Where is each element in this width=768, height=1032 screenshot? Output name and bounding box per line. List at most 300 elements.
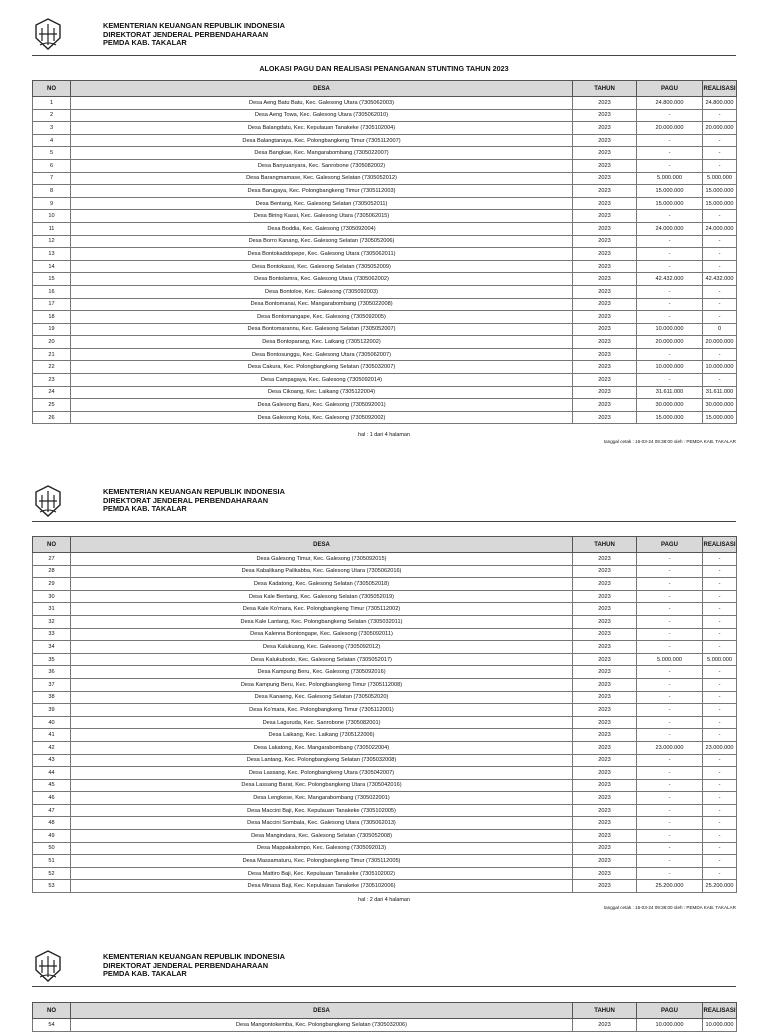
cell-desa: Desa Lantang, Kec. Polongbangkeng Selatan (7305032008) (71, 754, 573, 767)
cell-realisasi: - (703, 855, 737, 868)
cell-no: 20 (33, 336, 71, 349)
cell-pagu: 15.000.000 (637, 411, 703, 424)
cell-no: 52 (33, 867, 71, 880)
header-line1: KEMENTERIAN KEUANGAN REPUBLIK INDONESIA (103, 952, 285, 961)
cell-desa: Desa Kampung Beru, Kec. Galesong (7305092016) (71, 666, 573, 679)
cell-pagu: - (637, 867, 703, 880)
cell-realisasi: 5.000.000 (703, 653, 737, 666)
cell-pagu: - (637, 590, 703, 603)
cell-realisasi: 23.000.000 (703, 741, 737, 754)
cell-tahun: 2023 (573, 615, 637, 628)
cell-desa: Desa Campagaya, Kec. Galesong (7305092014) (71, 374, 573, 387)
cell-no: 37 (33, 678, 71, 691)
table-row (33, 273, 737, 286)
cell-pagu: 15.000.000 (637, 197, 703, 210)
cell-no: 30 (33, 590, 71, 603)
cell-pagu: - (637, 628, 703, 641)
cell-tahun: 2023 (573, 248, 637, 261)
table-row (33, 210, 737, 223)
cell-tahun: 2023 (573, 804, 637, 817)
cell-no: 10 (33, 210, 71, 223)
cell-no: 2 (33, 109, 71, 122)
cell-tahun: 2023 (573, 628, 637, 641)
cell-pagu: - (637, 578, 703, 591)
table-row (33, 298, 737, 311)
cell-desa: Desa Bentang, Kec. Galesong Selatan (7305052011) (71, 197, 573, 210)
cell-no: 32 (33, 615, 71, 628)
cell-tahun: 2023 (573, 285, 637, 298)
table-header-row (33, 1003, 737, 1019)
table-row (33, 1019, 737, 1032)
cell-no: 3 (33, 122, 71, 135)
cell-no: 8 (33, 185, 71, 198)
kemenkeu-emblem-icon (34, 485, 62, 517)
col-header-desa: DESA (71, 537, 573, 553)
table-row (33, 741, 737, 754)
cell-no: 38 (33, 691, 71, 704)
cell-no: 48 (33, 817, 71, 830)
cell-desa: Desa Kale Lantang, Kec. Polongbangkeng Selatan (7305032011) (71, 615, 573, 628)
cell-tahun: 2023 (573, 134, 637, 147)
cell-pagu: 10.000.000 (637, 1019, 703, 1032)
cell-realisasi: - (703, 754, 737, 767)
cell-desa: Desa Bangkae, Kec. Mangarabombang (7305022007) (71, 147, 573, 160)
kemenkeu-emblem-icon (34, 950, 62, 982)
cell-tahun: 2023 (573, 553, 637, 566)
cell-tahun: 2023 (573, 729, 637, 742)
cell-desa: Desa Galesong Baru, Kec. Galesong (7305092001) (71, 399, 573, 412)
cell-pagu: - (637, 210, 703, 223)
cell-no: 51 (33, 855, 71, 868)
cell-tahun: 2023 (573, 842, 637, 855)
cell-realisasi: - (703, 374, 737, 387)
cell-no: 5 (33, 147, 71, 160)
header-divider (32, 521, 736, 522)
table-row (33, 704, 737, 717)
cell-tahun: 2023 (573, 273, 637, 286)
table-row (33, 867, 737, 880)
cell-desa: Desa Balangdatu, Kec. Kepulauan Tanakeke (7305102004) (71, 122, 573, 135)
cell-no: 35 (33, 653, 71, 666)
cell-no: 44 (33, 767, 71, 780)
cell-pagu: 20.000.000 (637, 336, 703, 349)
table-row (33, 615, 737, 628)
report-page-2 (0, 465, 768, 930)
report-page-1 (0, 0, 768, 465)
cell-no: 11 (33, 222, 71, 235)
cell-pagu: - (637, 754, 703, 767)
cell-no: 21 (33, 348, 71, 361)
table-row (33, 729, 737, 742)
cell-no: 45 (33, 779, 71, 792)
cell-no: 17 (33, 298, 71, 311)
table-row (33, 590, 737, 603)
cell-tahun: 2023 (573, 374, 637, 387)
table-row (33, 109, 737, 122)
cell-pagu: 42.432.000 (637, 273, 703, 286)
cell-desa: Desa Galesong Timur, Kec. Galesong (7305092015) (71, 553, 573, 566)
cell-tahun: 2023 (573, 1019, 637, 1032)
cell-desa: Desa Laikang, Kec. Laikang (7305122006) (71, 729, 573, 742)
col-header-pagu: PAGU (637, 1003, 703, 1019)
cell-no: 31 (33, 603, 71, 616)
cell-tahun: 2023 (573, 641, 637, 654)
cell-no: 39 (33, 704, 71, 717)
cell-realisasi: - (703, 678, 737, 691)
cell-no: 9 (33, 197, 71, 210)
cell-pagu: - (637, 109, 703, 122)
cell-pagu: - (637, 603, 703, 616)
cell-desa: Desa Cikoang, Kec. Laikang (7305122004) (71, 386, 573, 399)
cell-no: 40 (33, 716, 71, 729)
cell-pagu: 30.000.000 (637, 399, 703, 412)
table-body (33, 553, 737, 893)
cell-tahun: 2023 (573, 716, 637, 729)
header-line2: DIREKTORAT JENDERAL PERBENDAHARAAN (103, 960, 269, 970)
cell-pagu: 15.000.000 (637, 185, 703, 198)
cell-realisasi: 20.000.000 (703, 336, 737, 349)
allocation-table (32, 80, 737, 424)
table-header-row (33, 537, 737, 553)
table-row (33, 830, 737, 843)
document-title: ALOKASI PAGU DAN REALISASI PENANGANAN STUNTING TAHUN 2023 (259, 64, 509, 73)
table-row (33, 197, 737, 210)
cell-pagu: - (637, 260, 703, 273)
cell-desa: Desa Borro Kanang, Kec. Galesong Selatan (7305052006) (71, 235, 573, 248)
cell-tahun: 2023 (573, 830, 637, 843)
cell-pagu: - (637, 855, 703, 868)
cell-tahun: 2023 (573, 298, 637, 311)
cell-realisasi: - (703, 260, 737, 273)
col-header-no: NO (33, 1003, 71, 1019)
cell-tahun: 2023 (573, 565, 637, 578)
cell-no: 29 (33, 578, 71, 591)
col-header-tahun: TAHUN (573, 1003, 637, 1019)
cell-desa: Desa Bontolamra, Kec. Galesong Utara (7305062002) (71, 273, 573, 286)
table-row (33, 553, 737, 566)
page-footer: hal : 1 dari 4 halaman (358, 432, 410, 438)
cell-tahun: 2023 (573, 159, 637, 172)
cell-no: 6 (33, 159, 71, 172)
cell-desa: Desa Aeng Batu Batu, Kec. Galesong Utara (7305062003) (71, 97, 573, 110)
cell-pagu: - (637, 666, 703, 679)
cell-realisasi: - (703, 867, 737, 880)
cell-pagu: - (637, 134, 703, 147)
cell-pagu: - (637, 374, 703, 387)
cell-no: 24 (33, 386, 71, 399)
cell-realisasi: 25.200.000 (703, 880, 737, 893)
table-row (33, 779, 737, 792)
col-header-desa: DESA (71, 1003, 573, 1019)
table-row (33, 374, 737, 387)
cell-pagu: 24.800.000 (637, 97, 703, 110)
cell-no: 4 (33, 134, 71, 147)
cell-realisasi: - (703, 578, 737, 591)
cell-desa: Desa Kampung Beru, Kec. Polongbangkeng Timur (7305112008) (71, 678, 573, 691)
cell-desa: Desa Mattiro Baji, Kec. Kepulauan Tanakeke (7305102002) (71, 867, 573, 880)
cell-tahun: 2023 (573, 235, 637, 248)
cell-realisasi: - (703, 691, 737, 704)
header-line3: PEMDA KAB. TAKALAR (103, 504, 187, 514)
cell-tahun: 2023 (573, 678, 637, 691)
header-org (103, 22, 285, 48)
table-row (33, 122, 737, 135)
cell-tahun: 2023 (573, 666, 637, 679)
cell-realisasi: - (703, 210, 737, 223)
cell-desa: Desa Mappakalompo, Kec. Galesong (7305092013) (71, 842, 573, 855)
cell-desa: Desa Kale Bentang, Kec. Galesong Selatan (7305052019) (71, 590, 573, 603)
table-row (33, 411, 737, 424)
table-body (33, 97, 737, 424)
col-header-realisasi: REALISASI (703, 81, 737, 97)
cell-no: 22 (33, 361, 71, 374)
cell-tahun: 2023 (573, 185, 637, 198)
cell-desa: Desa Banyuanyara, Kec. Sanrobone (7305082002) (71, 159, 573, 172)
cell-no: 15 (33, 273, 71, 286)
cell-desa: Desa Aeng Towa, Kec. Galesong Utara (7305062010) (71, 109, 573, 122)
cell-no: 18 (33, 311, 71, 324)
cell-pagu: - (637, 565, 703, 578)
table-row (33, 386, 737, 399)
cell-realisasi: - (703, 767, 737, 780)
cell-pagu: - (637, 641, 703, 654)
cell-tahun: 2023 (573, 311, 637, 324)
cell-no: 27 (33, 553, 71, 566)
cell-realisasi: - (703, 666, 737, 679)
cell-realisasi: - (703, 285, 737, 298)
cell-no: 16 (33, 285, 71, 298)
cell-realisasi: - (703, 842, 737, 855)
cell-tahun: 2023 (573, 754, 637, 767)
cell-pagu: - (637, 553, 703, 566)
cell-realisasi: - (703, 553, 737, 566)
cell-desa: Desa Bontomarannu, Kec. Galesong Selatan (7305052007) (71, 323, 573, 336)
cell-desa: Desa Galesong Kota, Kec. Galesong (7305092002) (71, 411, 573, 424)
table-row (33, 666, 737, 679)
cell-pagu: - (637, 285, 703, 298)
col-header-pagu: PAGU (637, 81, 703, 97)
cell-desa: Desa Minasa Baji, Kec. Kepulauan Tanakeke (7305102006) (71, 880, 573, 893)
table-row (33, 880, 737, 893)
cell-tahun: 2023 (573, 197, 637, 210)
cell-realisasi: 5.000.000 (703, 172, 737, 185)
cell-desa: Desa Kale Ko'mara, Kec. Polongbangkeng Timur (7305112002) (71, 603, 573, 616)
cell-no: 36 (33, 666, 71, 679)
cell-pagu: - (637, 842, 703, 855)
table-header-row (33, 81, 737, 97)
cell-tahun: 2023 (573, 779, 637, 792)
cell-desa: Desa Kalukuang, Kec. Galesong (7305092012) (71, 641, 573, 654)
cell-realisasi: 20.000.000 (703, 122, 737, 135)
table-row (33, 641, 737, 654)
cell-tahun: 2023 (573, 147, 637, 160)
cell-realisasi: - (703, 704, 737, 717)
cell-desa: Desa Kanaeng, Kec. Galesong Selatan (7305052020) (71, 691, 573, 704)
table-row (33, 248, 737, 261)
cell-no: 19 (33, 323, 71, 336)
cell-desa: Desa Lengkese, Kec. Mangarabombang (7305022001) (71, 792, 573, 805)
cell-tahun: 2023 (573, 210, 637, 223)
cell-realisasi: - (703, 348, 737, 361)
cell-realisasi: 15.000.000 (703, 197, 737, 210)
cell-tahun: 2023 (573, 361, 637, 374)
cell-desa: Desa Balangtanaya, Kec. Polongbangkeng Timur (7305112007) (71, 134, 573, 147)
cell-pagu: 23.000.000 (637, 741, 703, 754)
table-row (33, 336, 737, 349)
cell-realisasi: - (703, 615, 737, 628)
cell-tahun: 2023 (573, 880, 637, 893)
cell-pagu: - (637, 348, 703, 361)
cell-pagu: - (637, 830, 703, 843)
cell-no: 13 (33, 248, 71, 261)
cell-realisasi: 24.800.000 (703, 97, 737, 110)
page-footer: hal : 2 dari 4 halaman (358, 897, 410, 903)
cell-desa: Desa Cakura, Kec. Polongbangkeng Selatan (7305032007) (71, 361, 573, 374)
cell-desa: Desa Bontosunggu, Kec. Galesong Utara (7305062007) (71, 348, 573, 361)
cell-pagu: - (637, 311, 703, 324)
cell-no: 1 (33, 97, 71, 110)
cell-realisasi: - (703, 628, 737, 641)
cell-desa: Desa Barugaya, Kec. Polongbangkeng Timur (7305112003) (71, 185, 573, 198)
cell-desa: Desa Bontoloe, Kec. Galesong (7305092003) (71, 285, 573, 298)
cell-desa: Desa Boddia, Kec. Galesong (7305092004) (71, 222, 573, 235)
cell-desa: Desa Bontomanai, Kec. Mangarabombang (7305022008) (71, 298, 573, 311)
cell-pagu: 25.200.000 (637, 880, 703, 893)
cell-desa: Desa Kalukubodo, Kec. Galesong Selatan (7305052017) (71, 653, 573, 666)
table-row (33, 134, 737, 147)
table-row (33, 767, 737, 780)
col-header-pagu: PAGU (637, 537, 703, 553)
table-row (33, 147, 737, 160)
header-line3: PEMDA KAB. TAKALAR (103, 38, 187, 48)
cell-realisasi: 24.000.000 (703, 222, 737, 235)
cell-pagu: - (637, 729, 703, 742)
cell-tahun: 2023 (573, 348, 637, 361)
cell-realisasi: - (703, 792, 737, 805)
col-header-no: NO (33, 537, 71, 553)
cell-desa: Desa Laguruda, Kec. Sanrobone (7305082001) (71, 716, 573, 729)
cell-pagu: 5.000.000 (637, 653, 703, 666)
table-row (33, 97, 737, 110)
cell-desa: Desa Lassang, Kec. Polongbangkeng Utara (7305042007) (71, 767, 573, 780)
cell-pagu: 31.611.000 (637, 386, 703, 399)
table-body (33, 1019, 737, 1032)
cell-pagu: - (637, 159, 703, 172)
table-row (33, 716, 737, 729)
cell-pagu: - (637, 298, 703, 311)
cell-tahun: 2023 (573, 323, 637, 336)
cell-pagu: - (637, 767, 703, 780)
table-row (33, 172, 737, 185)
cell-realisasi: - (703, 817, 737, 830)
header-org (103, 488, 285, 514)
cell-tahun: 2023 (573, 399, 637, 412)
table-row (33, 792, 737, 805)
cell-realisasi: - (703, 779, 737, 792)
cell-desa: Desa Lakatong, Kec. Mangarabombang (7305022004) (71, 741, 573, 754)
cell-desa: Desa Ko'mara, Kec. Polongbangkeng Timur (7305112001) (71, 704, 573, 717)
table-row (33, 691, 737, 704)
cell-tahun: 2023 (573, 109, 637, 122)
cell-pagu: - (637, 678, 703, 691)
cell-realisasi: 42.432.000 (703, 273, 737, 286)
cell-tahun: 2023 (573, 867, 637, 880)
cell-realisasi: - (703, 603, 737, 616)
cell-tahun: 2023 (573, 603, 637, 616)
cell-no: 47 (33, 804, 71, 817)
table-row (33, 565, 737, 578)
cell-tahun: 2023 (573, 260, 637, 273)
cell-tahun: 2023 (573, 741, 637, 754)
cell-realisasi: - (703, 235, 737, 248)
table-row (33, 653, 737, 666)
cell-no: 41 (33, 729, 71, 742)
cell-no: 26 (33, 411, 71, 424)
cell-desa: Desa Kalenna Bontongape, Kec. Galesong (7305092011) (71, 628, 573, 641)
col-header-desa: DESA (71, 81, 573, 97)
cell-pagu: 10.000.000 (637, 323, 703, 336)
cell-desa: Desa Biring Kassi, Kec. Galesong Utara (7305062015) (71, 210, 573, 223)
cell-pagu: - (637, 615, 703, 628)
table-row (33, 285, 737, 298)
cell-tahun: 2023 (573, 817, 637, 830)
kemenkeu-emblem-icon (34, 18, 62, 50)
table-row (33, 603, 737, 616)
cell-pagu: 5.000.000 (637, 172, 703, 185)
cell-desa: Desa Bontoparang, Kec. Laikang (7305122002) (71, 336, 573, 349)
cell-tahun: 2023 (573, 411, 637, 424)
table-row (33, 185, 737, 198)
table-row (33, 222, 737, 235)
table-row (33, 578, 737, 591)
cell-tahun: 2023 (573, 704, 637, 717)
table-row (33, 754, 737, 767)
header-line2: DIREKTORAT JENDERAL PERBENDAHARAAN (103, 29, 269, 39)
cell-desa: Desa Bontokassi, Kec. Galesong Selatan (7305052009) (71, 260, 573, 273)
col-header-tahun: TAHUN (573, 81, 637, 97)
cell-no: 50 (33, 842, 71, 855)
header-line1: KEMENTERIAN KEUANGAN REPUBLIK INDONESIA (103, 21, 285, 30)
cell-tahun: 2023 (573, 792, 637, 805)
header-org (103, 953, 285, 979)
table-row (33, 311, 737, 324)
cell-tahun: 2023 (573, 97, 637, 110)
cell-realisasi: 31.611.000 (703, 386, 737, 399)
table-row (33, 855, 737, 868)
cell-tahun: 2023 (573, 336, 637, 349)
cell-desa: Desa Kabalikang Palikabba, Kec. Galesong Utara (7305062016) (71, 565, 573, 578)
cell-no: 7 (33, 172, 71, 185)
cell-desa: Desa Barangmamase, Kec. Galesong Selatan (7305052012) (71, 172, 573, 185)
cell-realisasi: 30.000.000 (703, 399, 737, 412)
col-header-realisasi: REALISASI (703, 537, 737, 553)
cell-desa: Desa Mangindara, Kec. Galesong Selatan (7305052008) (71, 830, 573, 843)
cell-tahun: 2023 (573, 578, 637, 591)
table-row (33, 804, 737, 817)
col-header-tahun: TAHUN (573, 537, 637, 553)
report-page-3 (0, 930, 768, 1028)
cell-pagu: - (637, 248, 703, 261)
table-row (33, 399, 737, 412)
header-line3: PEMDA KAB. TAKALAR (103, 969, 187, 979)
print-stamp: tanggal cetak : 16-03-24 09:38:00 oleh : PEMDA KAB. TAKALAR (603, 439, 736, 444)
cell-no: 43 (33, 754, 71, 767)
cell-desa: Desa Bontomangape, Kec. Galesong (7305092005) (71, 311, 573, 324)
cell-desa: Desa Kadatong, Kec. Galesong Selatan (7305052018) (71, 578, 573, 591)
cell-no: 25 (33, 399, 71, 412)
header-line1: KEMENTERIAN KEUANGAN REPUBLIK INDONESIA (103, 487, 285, 496)
cell-pagu: 20.000.000 (637, 122, 703, 135)
